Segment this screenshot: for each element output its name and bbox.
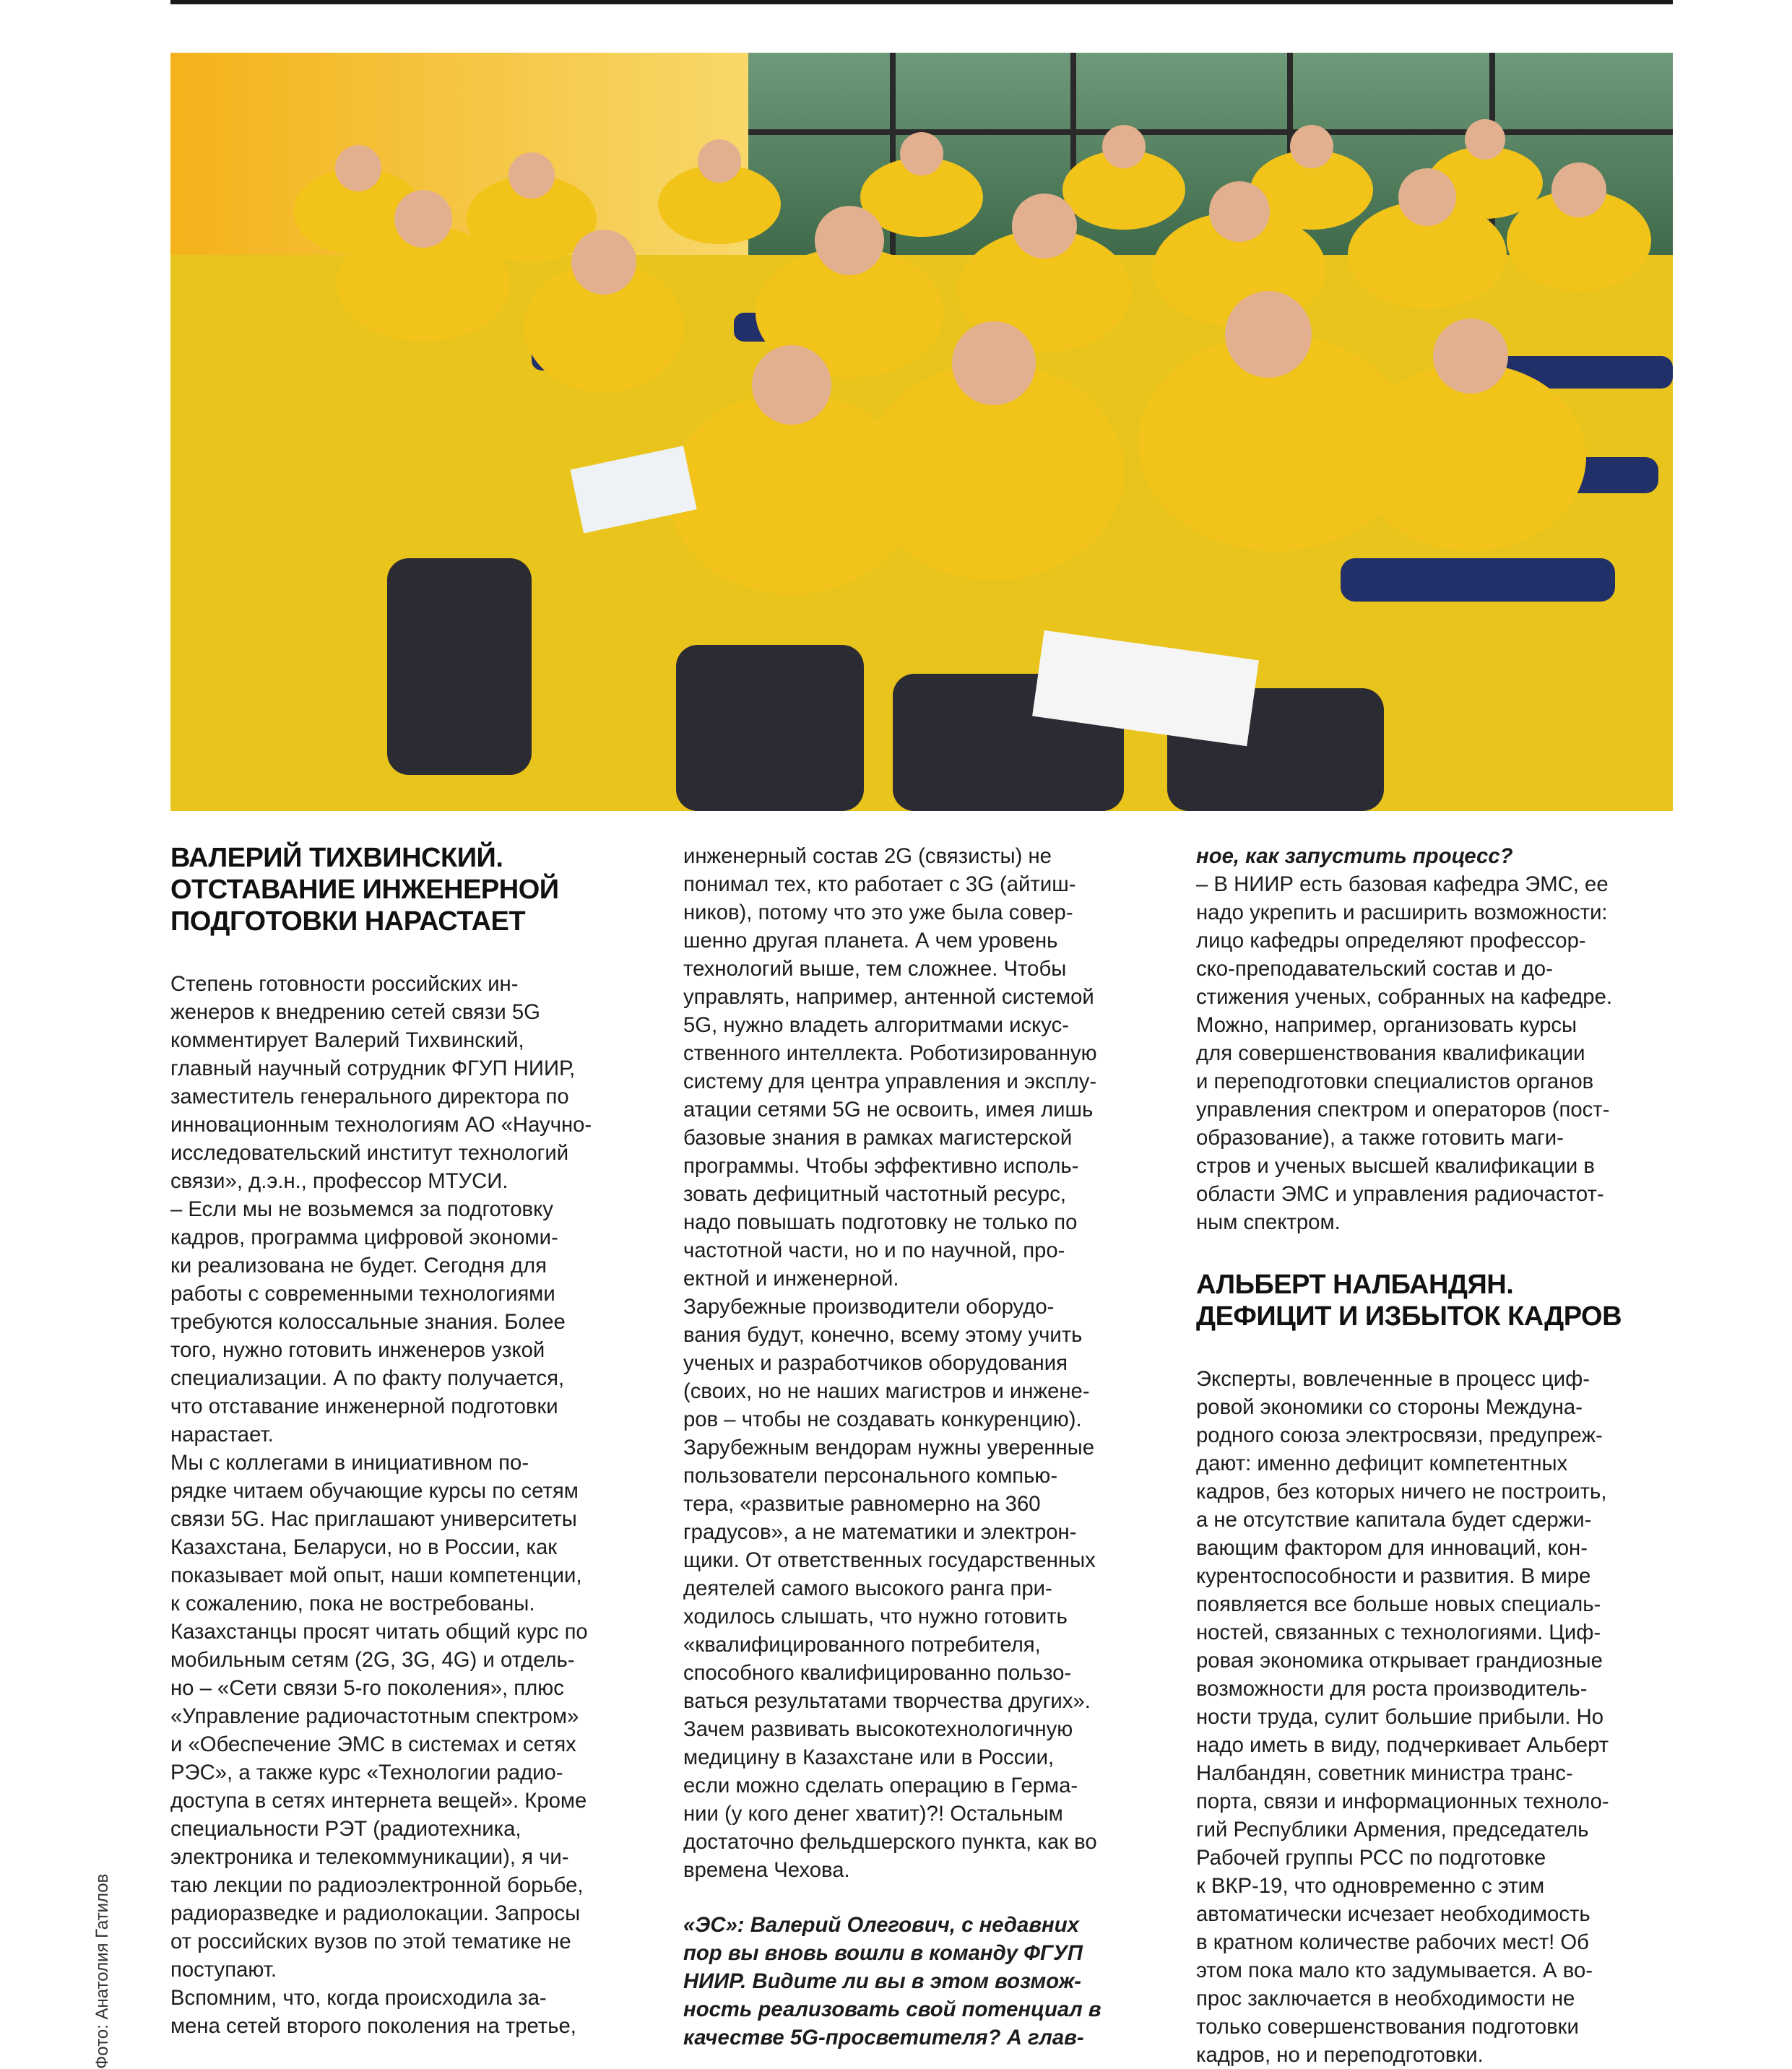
text-line: порта, связи и информационных техноло-: [1196, 1790, 1609, 1813]
text-line: Зарубежным вендорам нужны уверенные: [683, 1436, 1095, 1459]
text-line: ученых и разработчиков оборудования: [683, 1351, 1068, 1375]
text-line: только совершенствования подготовки: [1196, 2015, 1579, 2039]
text-line: надо иметь в виду, подчеркивает Альберт: [1196, 1733, 1609, 1757]
text-line: (своих, но не наших магистров и инжене-: [683, 1379, 1090, 1403]
text-line: Рабочей группы РСС по подготовке: [1196, 1846, 1546, 1870]
text-line: ки реализована не будет. Сегодня для: [170, 1254, 547, 1278]
body-text: [683, 842, 1160, 1884]
text-line: доступа в сетях интернета вещей». Кроме: [170, 1789, 587, 1813]
text-line: ственного интеллекта. Роботизированную: [683, 1041, 1097, 1065]
text-line: связи 5G. Нас приглашают университеты: [170, 1507, 577, 1531]
heading-line: ПОДГОТОВКИ НАРАСТАЕТ: [170, 906, 526, 937]
text-line: радиоразведке и радиолокации. Запросы: [170, 1901, 581, 1925]
text-line: инновационным технологиям АО «Научно-: [170, 1113, 592, 1137]
text-line: надо укрепить и расширить возможности:: [1196, 901, 1608, 924]
text-line: систему для центра управления и эксплу-: [683, 1070, 1097, 1093]
text-line: гий Республики Армения, председатель: [1196, 1818, 1589, 1842]
text-line: достаточно фельдшерского пункта, как во: [683, 1830, 1097, 1854]
text-line: управлять, например, антенной системой: [683, 985, 1094, 1009]
text-line: «Управление радиочастотным спектром»: [170, 1704, 579, 1728]
text-line: Казахстана, Беларуси, но в России, как: [170, 1535, 558, 1559]
text-line: Мы с коллегами в инициативном по-: [170, 1451, 529, 1475]
text-line: пользователи персонального компью-: [683, 1464, 1058, 1488]
text-line: вающим фактором для инноваций, кон-: [1196, 1536, 1588, 1560]
text-line: а не отсутствие капитала будет сдержи-: [1196, 1508, 1592, 1532]
interview-question-end: [1196, 842, 1673, 870]
text-line: нии (у кого денег хватит)?! Остальным: [683, 1802, 1063, 1826]
text-line: Степень готовности российских ин-: [170, 972, 519, 996]
text-line: РЭС», а также курс «Технологии радио-: [170, 1761, 563, 1784]
text-line: поступают.: [170, 1958, 277, 1982]
text-line: нарастает.: [170, 1423, 274, 1446]
text-line: ров – чтобы не создавать конкуренцию).: [683, 1407, 1082, 1431]
text-line: Вспомним, что, когда происходила за-: [170, 1986, 547, 2010]
text-line: дают: именно дефицит компетентных: [1196, 1452, 1568, 1475]
text-line: курентоспособности и развития. В мире: [1196, 1564, 1591, 1588]
top-rule: [170, 0, 1673, 4]
text-line: щики. От ответственных государственных: [683, 1548, 1096, 1572]
text-line: технологий выше, тем сложнее. Чтобы: [683, 957, 1067, 981]
text-line: рядке читаем обучающие курсы по сетям: [170, 1479, 579, 1503]
column-3: [1196, 842, 1673, 2069]
body-text: [1196, 870, 1673, 1236]
heading-line: ОТСТАВАНИЕ ИНЖЕНЕРНОЙ: [170, 875, 559, 905]
text-line: вания будут, конечно, всему этому учить: [683, 1323, 1083, 1347]
text-line: понимал тех, кто работает с 3G (айтиш-: [683, 872, 1076, 896]
text-line: стижения ученых, собранных на кафедре.: [1196, 985, 1613, 1009]
text-line: градусов», а не математики и электрон-: [683, 1520, 1077, 1544]
text-line: Зарубежные производители оборудо-: [683, 1295, 1055, 1319]
text-line: ровой экономики со стороны Междуна-: [1196, 1395, 1583, 1419]
text-line: к сожалению, пока не востребованы.: [170, 1592, 535, 1615]
text-line: Можно, например, организовать курсы: [1196, 1013, 1577, 1037]
students-photo: [170, 53, 1673, 811]
text-line: тера, «развитые равномерно на 360: [683, 1492, 1041, 1516]
text-line: электроника и телекоммуникации), я чи-: [170, 1845, 569, 1869]
text-line: области ЭМС и управления радиочастот-: [1196, 1182, 1604, 1206]
text-line: требуются колоссальные знания. Более: [170, 1310, 566, 1334]
text-line: медицину в Казахстане или в России,: [683, 1745, 1055, 1769]
text-line: возможности для роста производитель-: [1196, 1677, 1588, 1701]
heading-tikhvinsky: [170, 842, 647, 937]
body-text: [1196, 1365, 1673, 2069]
column-2: [683, 842, 1160, 2052]
text-line: появляется все больше новых специаль-: [1196, 1592, 1601, 1616]
text-line: к ВКР-19, что одновременно с этим: [1196, 1874, 1545, 1898]
text-line: ваться результатами творчества других».: [683, 1689, 1091, 1713]
text-line: деятелей самого высокого ранга при-: [683, 1576, 1052, 1600]
text-line: работы с современными технологиями: [170, 1282, 555, 1306]
text-line: исследовательский институт технологий: [170, 1141, 569, 1165]
text-line: стров и ученых высшей квалификации в: [1196, 1154, 1595, 1178]
text-line: ско-преподавательский состав и до-: [1196, 957, 1553, 981]
text-line: способного квалифицированно пользо-: [683, 1661, 1072, 1685]
text-line: но – «Сети связи 5-го поколения», плюс: [170, 1676, 564, 1700]
text-line: ностей, связанных с технологиями. Циф-: [1196, 1621, 1601, 1644]
text-line: Эксперты, вовлеченные в процесс циф-: [1196, 1367, 1590, 1391]
text-line: ходилось слышать, что нужно готовить: [683, 1605, 1068, 1628]
text-line: главный научный сотрудник ФГУП НИИР,: [170, 1057, 576, 1080]
photo-credit: Фото: Анатолия Гатилов: [92, 1873, 112, 2069]
text-line: родного союза электросвязи, предупреж-: [1196, 1423, 1603, 1447]
text-line: и «Обеспечение ЭМС в системах и сетях: [170, 1732, 576, 1756]
text-line: атации сетями 5G не освоить, имея лишь: [683, 1098, 1094, 1122]
text-line: «квалифицированного потребителя,: [683, 1633, 1041, 1657]
text-line: показывает мой опыт, наши компетенции,: [170, 1563, 582, 1587]
column-1: [170, 842, 647, 2040]
text-line: – В НИИР есть базовая кафедра ЭМС, ее: [1196, 872, 1609, 896]
text-line: ровая экономика открывает грандиозные: [1196, 1649, 1603, 1673]
text-line: что отставание инженерной подготовки: [170, 1394, 558, 1418]
text-line: заместитель генерального директора по: [170, 1085, 569, 1109]
text-line: для совершенствования квалификации: [1196, 1041, 1585, 1065]
text-line: кадров, но и переподготовки.: [1196, 2043, 1484, 2067]
body-text: [170, 970, 647, 2040]
text-line: того, нужно готовить инженеров узкой: [170, 1338, 545, 1362]
text-line: ектной и инженерной.: [683, 1267, 899, 1291]
text-line: этом пока мало кто задумывается. А во-: [1196, 1959, 1593, 1982]
text-line: кадров, программа цифровой экономи-: [170, 1226, 558, 1249]
text-line: ности труда, сулит большие прибыли. Но: [1196, 1705, 1604, 1729]
text-line: ников), потому что это уже была совер-: [683, 901, 1073, 924]
text-line: частотной части, но и по научной, про-: [683, 1239, 1065, 1262]
text-line: управления спектром и операторов (пост-: [1196, 1098, 1610, 1122]
text-line: комментирует Валерий Тихвинский,: [170, 1028, 524, 1052]
text-line: таю лекции по радиоэлектронной борьбе,: [170, 1873, 584, 1897]
text-line: кадров, без которых ничего не построить,: [1196, 1480, 1607, 1504]
heading-line: ДЕФИЦИТ И ИЗБЫТОК КАДРОВ: [1196, 1301, 1622, 1332]
text-line: – Если мы не возьмемся за подготовку: [170, 1197, 553, 1221]
text-line: Налбандян, советник министра транс-: [1196, 1761, 1573, 1785]
text-line: мена сетей второго поколения на третье,: [170, 2014, 576, 2038]
text-line: прос заключается в необходимости не: [1196, 1987, 1575, 2011]
interview-question: [683, 1911, 1160, 2052]
text-line: образование), а также готовить маги-: [1196, 1126, 1564, 1150]
heading-nalbandyan: [1196, 1269, 1673, 1332]
text-line: в кратном количестве рабочих мест! Об: [1196, 1930, 1589, 1954]
text-line: 5G, нужно владеть алгоритмами искус-: [683, 1013, 1070, 1037]
text-line: ность реализовать свой потенциал в: [683, 1998, 1101, 2021]
text-line: специализации. А по факту получается,: [170, 1366, 565, 1390]
text-line: НИИР. Видите ли вы в этом возмож-: [683, 1969, 1082, 1993]
text-line: Казахстанцы просят читать общий курс по: [170, 1620, 588, 1644]
text-line: времена Чехова.: [683, 1858, 850, 1882]
text-line: качестве 5G-просветителя? А глав-: [683, 2026, 1084, 2050]
text-line: зовать дефицитный частотный ресурс,: [683, 1182, 1067, 1206]
text-line: пор вы вновь вошли в команду ФГУП: [683, 1941, 1083, 1965]
text-line: ное, как запустить процесс?: [1196, 844, 1513, 868]
heading-line: АЛЬБЕРТ НАЛБАНДЯН.: [1196, 1270, 1514, 1300]
text-line: инженерный состав 2G (связисты) не: [683, 844, 1052, 868]
text-line: базовые знания в рамках магистерской: [683, 1126, 1073, 1150]
text-line: автоматически исчезает необходимость: [1196, 1902, 1590, 1926]
text-line: мобильным сетям (2G, 3G, 4G) и отдель-: [170, 1648, 575, 1672]
text-line: программы. Чтобы эффективно исполь-: [683, 1154, 1079, 1178]
text-line: «ЭС»: Валерий Олегович, с недавних: [683, 1913, 1079, 1937]
text-line: специальности РЭТ (радиотехника,: [170, 1817, 521, 1841]
text-line: от российских вузов по этой тематике не: [170, 1930, 571, 1953]
text-line: если можно сделать операцию в Герма-: [683, 1774, 1078, 1797]
text-line: женеров к внедрению сетей связи 5G: [170, 1000, 540, 1024]
text-line: связи», д.э.н., профессор МТУСИ.: [170, 1169, 508, 1193]
text-line: и переподготовки специалистов органов: [1196, 1070, 1594, 1093]
text-line: лицо кафедры определяют профессор-: [1196, 929, 1586, 953]
text-line: Зачем развивать высокотехнологичную: [683, 1717, 1073, 1741]
text-line: надо повышать подготовку не только по: [683, 1210, 1078, 1234]
text-line: ным спектром.: [1196, 1210, 1341, 1234]
text-line: шенно другая планета. А чем уровень: [683, 929, 1058, 953]
heading-line: ВАЛЕРИЙ ТИХВИНСКИЙ.: [170, 843, 503, 873]
